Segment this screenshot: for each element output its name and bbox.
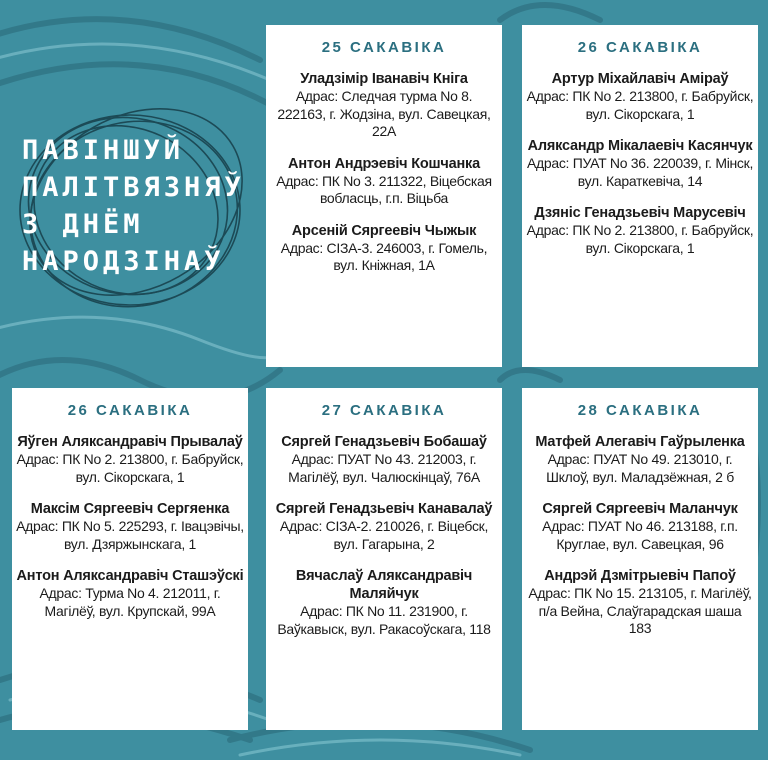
prisoner-entry xyxy=(526,433,754,486)
prisoner-address: Адрас: Турма No 4. 212011, г. Магілёў, вул. Крупскай, 99А xyxy=(39,585,221,619)
birthday-card xyxy=(522,388,758,730)
prisoner-name: Андрэй Дзмітрыевіч Папоў xyxy=(544,568,736,584)
prisoner-entry xyxy=(270,155,498,208)
prisoner-address: Адрас: ПУАТ No 46. 213188, г.п. Круглае, вул. Савецкая, 96 xyxy=(542,518,738,552)
greeting-headline xyxy=(22,132,262,280)
birthday-card xyxy=(522,25,758,367)
prisoner-address: Адрас: ПК No 2. 213800, г. Бабруйск, вул. Сікорскага, 1 xyxy=(16,451,244,485)
card-date: 26 САКАВІКА xyxy=(67,402,193,419)
headline-line: ПАЛІТВЯЗНЯЎ xyxy=(22,172,245,203)
prisoner-name: Сяргей Сяргеевіч Маланчук xyxy=(542,501,738,517)
headline-line: НАРОДЗІНАЎ xyxy=(22,246,225,277)
card-date: 26 САКАВІКА xyxy=(577,39,703,56)
prisoner-address: Адрас: ПК No 5. 225293, г. Івацэвічы, вул. Дзяржынскага, 1 xyxy=(16,518,244,552)
prisoner-name: Яўген Аляксандравіч Прывалаў xyxy=(17,434,243,450)
prisoner-name: Максім Сяргеевіч Сергяенка xyxy=(30,501,230,517)
prisoner-entry xyxy=(526,204,754,257)
prisoner-address: Адрас: СІЗА-3. 246003, г. Гомель, вул. Кніжная, 1А xyxy=(280,239,488,273)
prisoner-entry xyxy=(270,70,498,141)
birthday-card xyxy=(266,25,502,367)
prisoner-address: Адрас: ПУАТ No 49. 213010, г. Шклоў, вул. Маладзёжная, 2 б xyxy=(546,451,734,485)
prisoner-entry xyxy=(526,137,754,190)
prisoner-name: Арсеній Сяргеевіч Чыжык xyxy=(291,222,477,239)
prisoner-entry xyxy=(270,500,498,553)
prisoner-name: Дзяніс Генадзьевіч Марусевіч xyxy=(534,205,746,221)
prisoner-name: Уладзімір Іванавіч Кніга xyxy=(300,71,468,87)
prisoner-entry xyxy=(526,70,754,123)
prisoner-entry xyxy=(16,500,244,553)
prisoner-entry xyxy=(16,567,244,620)
prisoner-entry xyxy=(270,567,498,638)
prisoner-entry xyxy=(526,500,754,553)
birthday-card xyxy=(12,388,248,730)
prisoner-name: Артур Міхайлавіч Аміраў xyxy=(551,71,729,87)
prisoner-entry xyxy=(270,222,498,275)
prisoner-name: Антон Андрэевіч Кошчанка xyxy=(288,155,480,172)
prisoner-address: Адрас: ПУАТ No 36. 220039, г. Мінск, вул. Караткевіча, 14 xyxy=(526,155,754,189)
birthday-card xyxy=(266,388,502,730)
prisoner-address: Адрас: ПК No 2. 213800, г. Бабруйск, вул. Сікорскага, 1 xyxy=(526,222,754,256)
card-date: 25 САКАВІКА xyxy=(321,39,447,56)
prisoner-entry xyxy=(526,567,754,638)
prisoner-entry xyxy=(16,433,244,486)
prisoner-name: Сяргей Генадзьевіч Бобашаў xyxy=(281,434,487,450)
prisoner-address: Адрас: ПК No 15. 213105, г. Магілёў, п/а Вейна, Слаўгарадская шаша 183 xyxy=(528,585,752,636)
prisoner-entry xyxy=(270,433,498,486)
headline-line: ПАВІНШУЙ xyxy=(22,135,185,166)
prisoner-address: Адрас: ПК No 3. 211322, Віцебская вобласць, г.п. Віцьба xyxy=(276,172,492,206)
card-date: 28 САКАВІКА xyxy=(577,402,703,419)
prisoner-address: Адрас: ПК No 11. 231900, г. Ваўкавыск, вул. Ракасоўскага, 118 xyxy=(277,603,491,637)
prisoner-name: Сяргей Генадзьевіч Канавалаў xyxy=(275,501,493,517)
prisoner-name: Вячаслаў Аляксандравіч Маляйчук xyxy=(295,568,473,602)
prisoner-name: Аляксандр Мікалаевіч Касянчук xyxy=(527,138,753,154)
prisoner-address: Адрас: Следчая турма No 8. 222163, г. Жодзіна, вул. Савецкая, 22А xyxy=(277,88,491,139)
prisoner-address: Адрас: ПК No 2. 213800, г. Бабруйск, вул. Сікорскага, 1 xyxy=(526,88,754,122)
prisoner-name: Матфей Алегавіч Гаўрыленка xyxy=(535,434,745,450)
prisoner-address: Адрас: СІЗА-2. 210026, г. Віцебск, вул. Гагарына, 2 xyxy=(279,518,489,552)
prisoner-address: Адрас: ПУАТ No 43. 212003, г. Магілёў, вул. Чалюскінцаў, 76А xyxy=(288,451,480,485)
headline-line: З ДНЁМ xyxy=(22,209,144,240)
prisoner-name: Антон Аляксандравіч Сташэўскі xyxy=(16,568,244,584)
card-date: 27 САКАВІКА xyxy=(321,402,447,419)
